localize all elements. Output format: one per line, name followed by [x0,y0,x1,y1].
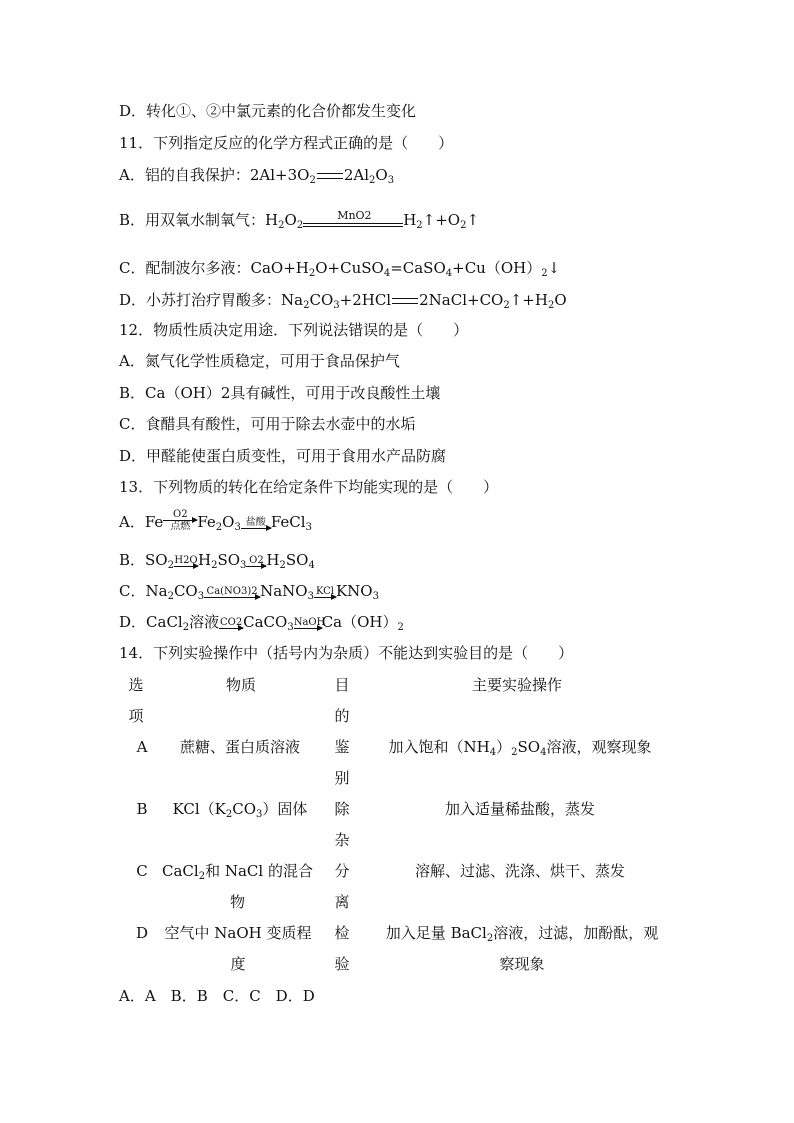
q12-option-c: C．食醋具有酸性，可用于除去水壶中的水垢 [119,415,416,433]
q12-option-d: D．甲醛能使蛋白质变性，可用于食用水产品防腐 [119,447,447,465]
q14-purpose-char: 分 [334,862,350,880]
q14-row-d-operation-2: 察现象 [499,955,545,973]
q14-header-substance: 物质 [225,676,256,694]
q14-row-d-option: D [135,924,149,942]
q14-header-purpose: 目 [334,676,350,694]
q14-purpose-char: 别 [334,769,350,787]
q13-option-b: B．$SO_2$ H2O $H_2SO_3$ O2 $H_2SO_4$ [119,551,315,571]
q13-stem: 13．下列物质的转化在给定条件下均能实现的是（ ） [119,478,499,496]
q11-stem: 11．下列指定反应的化学方程式正确的是（ ） [119,134,454,152]
q14-stem: 14．下列实验操作中（括号内为杂质）不能达到实验目的是（ ） [119,644,574,662]
q14-row-c-operation: 溶解、过滤、洗涤、烘干、蒸发 [414,862,625,880]
q14-header-operation: 主要实验操作 [471,676,562,694]
q14-purpose-char: 离 [334,893,350,911]
q14-row-b-option: B [136,800,148,818]
q12-option-b: B．Ca（OH）2具有碱性，可用于改良酸性土壤 [119,384,441,402]
q12-option-a: A．氮气化学性质稳定，可用于食品保护气 [119,352,400,370]
q14-header-option-2: 项 [128,707,144,725]
q14-row-d-substance: 空气中 NaOH 变质程 [164,924,312,942]
q13-option-c: C．$Na_2CO_3$ Ca(NO3)2 NaNO$_3$ KCl $KNO_3$ [119,582,379,602]
q14-row-b-operation: 加入适量稀盐酸，蒸发 [444,800,595,818]
q14-header-option: 选 [128,676,144,694]
q14-answers: A．A B．B C．C D．D [119,987,315,1005]
q14-row-c-option: C [136,862,148,880]
q11-option-a: A．铝的自我保护：$2Al+3O_2$ $2Al_2O_3$ [119,166,395,186]
q14-row-d-substance-2: 度 [230,955,246,973]
q11-option-c: C．配制波尔多液：$CaO+H_2O+CuSO_4=CaSO_4+Cu(OH)_2↓$ [119,259,561,279]
q13-option-a: A．Fe O2 点燃 $Fe_2O_3$ 盐酸 FeCl$_3$ [119,508,312,533]
q10-option-d: D．转化①、②中氯元素的化合价都发生变化 [119,102,417,120]
q14-purpose-char: 验 [334,955,350,973]
q14-row-b-substance: $KCl(K_2CO_3)$固体 [172,800,308,820]
q14-row-c-substance-2: 物 [229,893,245,911]
q14-purpose-char: 的 [334,707,350,725]
q14-row-a-operation: 加入饱和$(NH_4)_2SO_4$溶液，观察现象 [388,738,652,758]
q14-purpose-char: 鉴 [334,738,350,756]
q11-option-d: D．小苏打治疗胃酸多：$Na_2CO_3+2HCl$ $2NaCl+CO_2↑+H_2O$ [119,291,567,311]
q14-row-c-substance: CaCl$_2$和 NaCl 的混合 [162,862,313,882]
q14-row-d-operation: 加入足量 BaCl$_2$溶液，过滤，加酚酞，观 [385,924,659,944]
q14-row-a-substance: 蔗糖、蛋白质溶液 [179,738,300,756]
q12-stem: 12．物质性质决定用途．下列说法错误的是（ ） [119,321,469,339]
q14-row-a-option: A [136,738,148,756]
q14-purpose-char: 检 [334,924,350,942]
q11-option-b: B．用双氧水制氧气：$H_2O_2$ MnO2 $H_2↑+O_2↑$ [119,209,480,231]
q13-option-d: D．CaCl$_2$溶液 CO2 CaCO$_3$ NaOH $Ca(OH)_2$ [119,613,404,633]
q14-purpose-char: 杂 [334,831,350,849]
q14-purpose-char: 除 [334,800,350,818]
